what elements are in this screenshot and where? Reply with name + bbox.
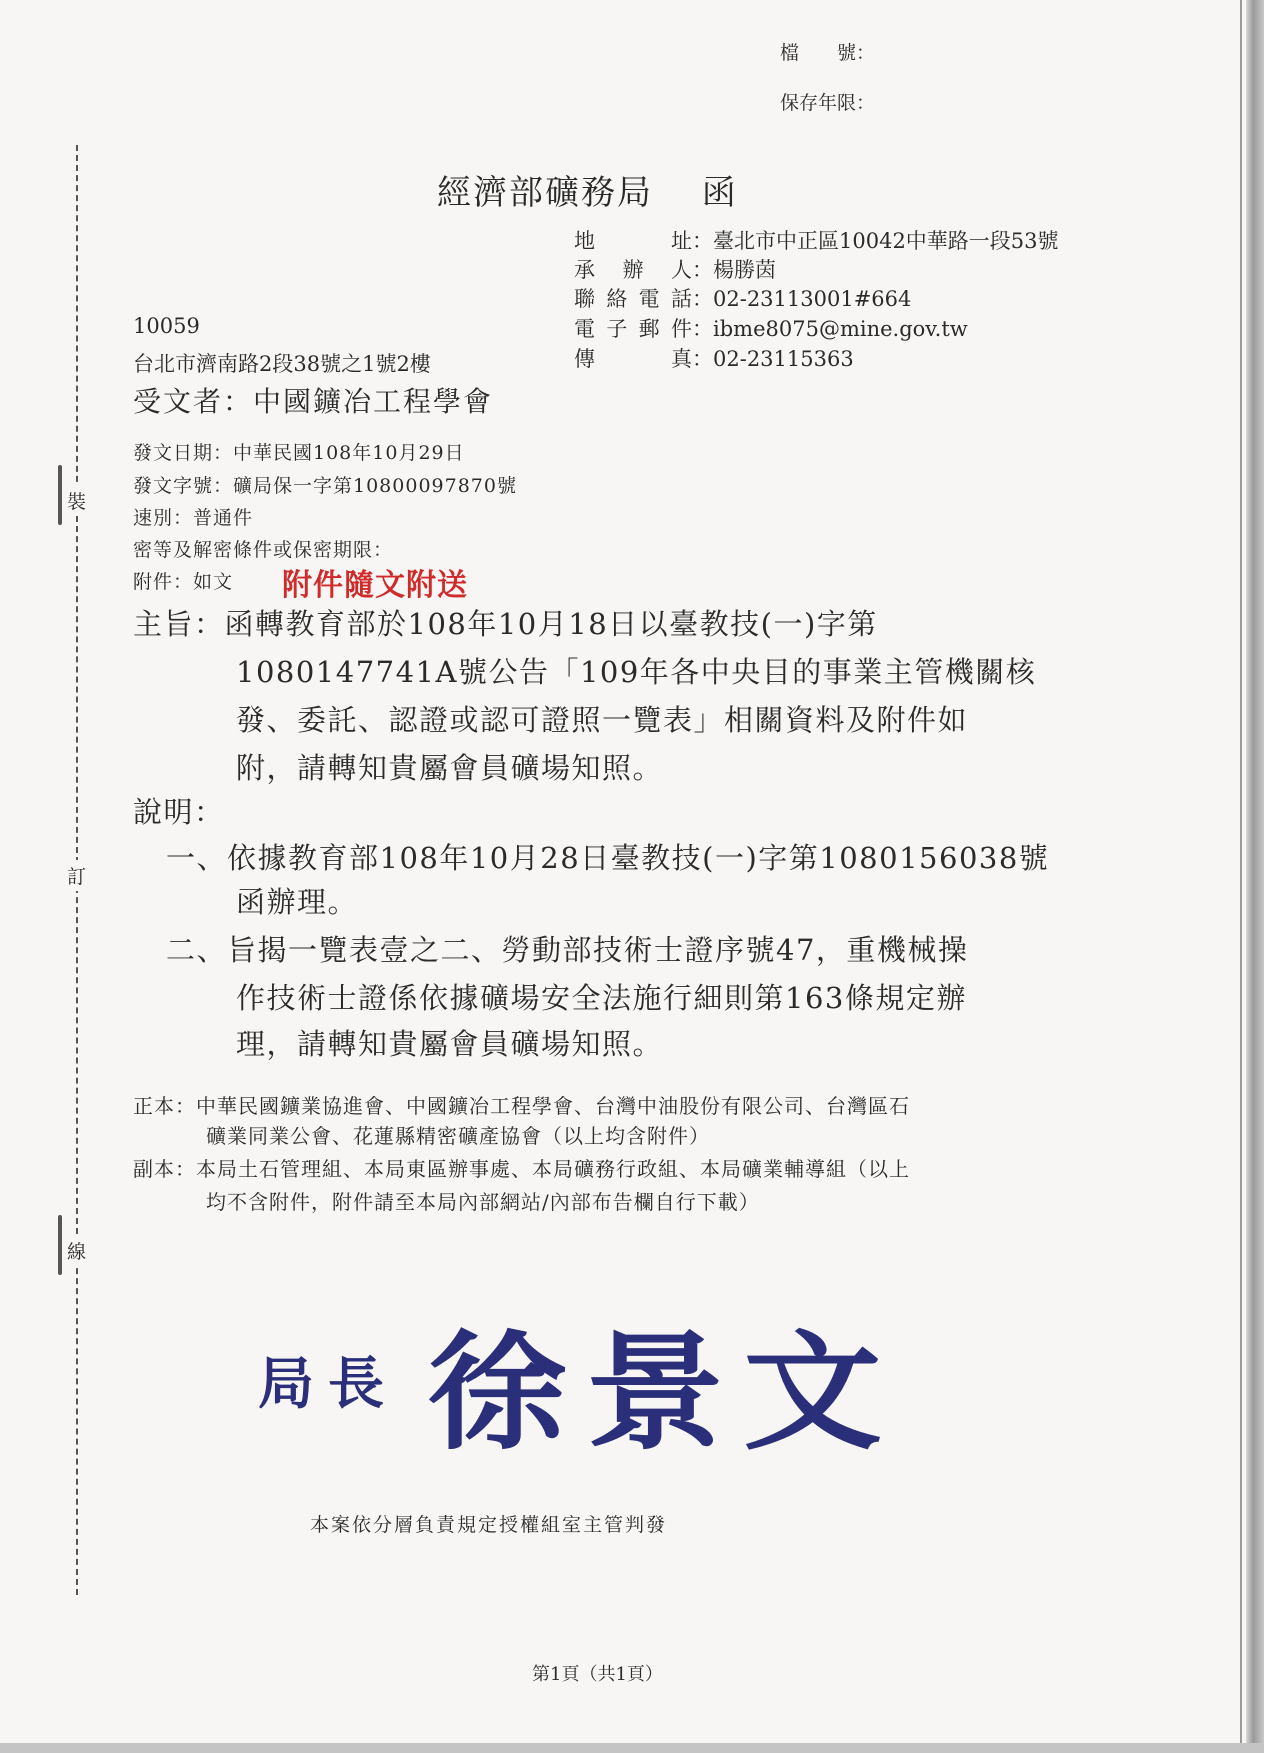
page-edge-right	[1246, 0, 1264, 1753]
delegation-note: 本案依分層負責規定授權組室主管判發	[310, 1514, 668, 1536]
contact-email	[574, 313, 968, 343]
explanation-item2-line3: 理，請轉知貴屬會員礦場知照。	[236, 1027, 664, 1061]
binding-mark-zhuang: 裝	[67, 485, 86, 516]
document-number: 發文字號：礦局保一字第10800097870號	[133, 475, 517, 497]
signature-title: 局長	[258, 1351, 398, 1417]
explanation-item2-line1: 二、旨揭一覽表壹之二、勞動部技術士證序號47，重機械操	[166, 933, 969, 967]
cc-recipients-line-1: 副本：本局土石管理組、本局東區辦事處、本局礦務行政組、本局礦業輔導組（以上	[133, 1157, 910, 1181]
contact-fax	[574, 343, 854, 373]
phone-label: 聯絡電話	[574, 287, 692, 311]
retention-label: 保存年限：	[780, 92, 876, 114]
explanation-item1-line1: 一、依據教育部108年10月28日臺教技(一)字第1080156038號	[166, 841, 1050, 875]
subject-line-1: 主旨：函轉教育部於108年10月18日以臺教技(一)字第	[133, 607, 878, 641]
original-recipients-line-2: 礦業同業公會、花蓮縣精密礦產協會（以上均含附件）	[206, 1124, 710, 1148]
subject-line-2: 1080147741A號公告「109年各中央目的事業主管機關核	[236, 655, 1037, 689]
attachment-stamp: 附件隨文附送	[282, 568, 468, 603]
explanation-heading: 說明：	[133, 795, 225, 829]
binding-mark-ding: 訂	[67, 860, 86, 891]
delivery-speed: 速別：普通件	[133, 507, 254, 529]
fax-label: 傳 真	[574, 347, 692, 371]
original-recipients-line-1: 正本：中華民國鑛業協進會、中國鑛冶工程學會、台灣中油股份有限公司、台灣區石	[133, 1094, 910, 1118]
email-label: 電子郵件	[574, 317, 692, 341]
contact-phone	[574, 283, 911, 313]
phone-value: ：02-23113001#664	[692, 287, 912, 311]
contact-address	[574, 225, 1059, 255]
page-edge-bottom	[0, 1743, 1264, 1753]
binding-mark-xian: 線	[67, 1235, 86, 1266]
attachment-line: 附件：如文	[133, 571, 234, 593]
staple-bottom	[58, 1215, 62, 1275]
signature-name: 徐景文	[428, 1318, 902, 1468]
document-title: 經濟部礦務局 函	[437, 173, 738, 213]
postal-code: 10059	[133, 314, 200, 338]
address-label: 地 址	[574, 229, 692, 253]
subject-line-4: 附，請轉知貴屬會員礦場知照。	[236, 751, 664, 785]
handler-value: ：楊勝茵	[692, 258, 776, 282]
secrecy-level: 密等及解密條件或保密期限：	[133, 539, 394, 561]
staple-top	[58, 465, 62, 525]
page-footer: 第1頁（共1頁）	[532, 1664, 663, 1685]
issue-date: 發文日期：中華民國108年10月29日	[133, 442, 465, 464]
fax-value: ：02-23115363	[692, 347, 854, 371]
recipient-line: 受文者：中國鑛冶工程學會	[133, 385, 494, 418]
page-edge-line	[1240, 0, 1242, 1753]
recipient-address: 台北市濟南路2段38號之1號2樓	[133, 352, 431, 376]
handler-label: 承 辦 人	[574, 258, 692, 282]
explanation-item1-line2: 函辦理。	[236, 885, 359, 919]
address-value: ：臺北市中正區10042中華路一段53號	[692, 229, 1059, 253]
contact-handler	[574, 254, 776, 284]
file-number-label: 檔 號：	[780, 42, 876, 64]
cc-recipients-line-2: 均不含附件，附件請至本局內部網站/內部布告欄自行下載）	[206, 1190, 760, 1214]
explanation-item2-line2: 作技術士證係依據礦場安全法施行細則第163條規定辦	[236, 981, 967, 1015]
subject-line-3: 發、委託、認證或認可證照一覽表」相關資料及附件如	[236, 703, 969, 737]
email-value: ：ibme8075@mine.gov.tw	[692, 317, 968, 341]
